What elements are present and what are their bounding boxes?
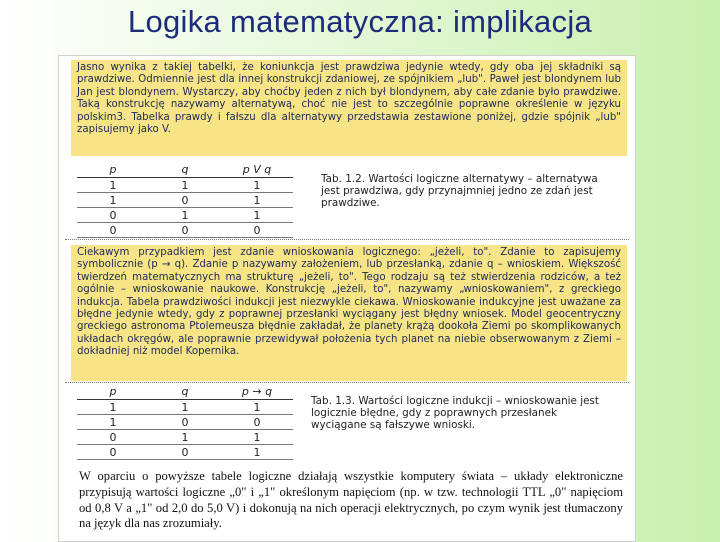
table-row <box>77 400 293 415</box>
cell: 1 <box>221 178 293 193</box>
header-p-or-q: p V q <box>221 162 293 178</box>
text-box-implication: Ciekawym przypadkiem jest zdanie wnioskowania logicznego: „jeżeli, to". Zdanie to zapisujemy symbolicznie (p → q). Zdanie p nazywamy założeniem, lub przesłanką, zdanie q – wnioskiem. Większość twierdzeń matematycznych ma strukturę „jeżeli, to". Tego rodzaju są też stwierdzenia rodziców, a też ogólnie – wnioskowanie naukowe. Konstrukcję „jeżeli, to", nazywamy „wnioskowaniem", z greckiego indukcja. Tabela prawdziwości indukcji jest niezwykle ciekawa. Wnioskowanie indukcyjne jest uważane za błędne jedynie wtedy, gdy z poprawnej przesłanki wyciągany jest błędny wniosek. Model geocentryczny greckiego astronoma Ptolemeusza błędnie zakładał, że planety krążą dookoła Ziemi po skomplikowanych układach okręgów, ale poprawnie przewidywał położenia tych planet na niebie obserwowanym z Ziemi – dokładniej niż model Kopernika. <box>71 245 627 381</box>
cell: 0 <box>221 415 293 430</box>
cell: 1 <box>77 178 149 193</box>
header-q: q <box>149 162 221 178</box>
slide-title: Logika matematyczna: implikacja <box>127 4 593 39</box>
table-row <box>77 430 293 445</box>
cell: 0 <box>221 223 293 238</box>
cell: 1 <box>149 178 221 193</box>
dotted-divider <box>65 382 629 383</box>
caption-table-1-3: Tab. 1.3. Wartości logiczne indukcji – wnioskowanie jest logicznie błędne, gdy z poprawnych przesłanek wyciągane są fałszywe wnioski. <box>311 395 599 432</box>
header-q: q <box>149 384 221 400</box>
header-p: p <box>77 384 149 400</box>
cell: 0 <box>77 208 149 223</box>
cell: 1 <box>149 208 221 223</box>
cell: 0 <box>149 445 221 460</box>
table-row <box>77 193 293 208</box>
bottom-paragraph: W oparciu o powyższe tabele logiczne działają wszystkie komputery świata – układy elektroniczne przypisują wartości logiczne „0" i „1" określonym napięciom (np. w tzw. technologii TTL „0" napięciom od 0,8 V a „1" od 2,0 do 5,0 V) i dokonują na nich operacji elektrycznych, po czym wynik jest tłumaczony na język dla nas zrozumiały. <box>79 469 623 531</box>
truth-table-implication <box>77 384 293 460</box>
table-row <box>77 415 293 430</box>
table-row <box>77 445 293 460</box>
table-row <box>77 178 293 193</box>
truth-table-alternative <box>77 162 293 238</box>
cell: 1 <box>221 400 293 415</box>
text-box-alternative: Jasno wynika z takiej tabelki, że koniunkcja jest prawdziwa jedynie wtedy, gdy oba jej składniki są prawdziwe. Odmiennie jest dla innej konstrukcji zdaniowej, ze spójnikiem „lub". Paweł jest blondynem lub Jan jest blondynem. Wystarczy, aby choćby jeden z nich był blondynem, aby całe zdanie było prawdziwe. Taką konstrukcję nazywamy alternatywą, choć nie jest to szczególnie poprawne określenie w języku polskim3. Tabelka prawdy i fałszu dla alternatywy przedstawia zestawione poniżej, gdzie spójnik „lub" zapisujemy jako V. <box>71 60 627 156</box>
cell: 0 <box>149 415 221 430</box>
cell: 1 <box>77 400 149 415</box>
cell: 0 <box>77 445 149 460</box>
cell: 1 <box>221 430 293 445</box>
cell: 1 <box>221 193 293 208</box>
caption-table-1-2: Tab. 1.2. Wartości logiczne alternatywy – alternatywa jest prawdziwa, gdy przynajmniej jedno ze zdań jest prawdziwe. <box>321 173 598 210</box>
cell: 0 <box>77 223 149 238</box>
cell: 1 <box>77 415 149 430</box>
cell: 1 <box>149 430 221 445</box>
dotted-divider <box>65 239 629 240</box>
cell: 0 <box>149 193 221 208</box>
cell: 1 <box>221 208 293 223</box>
table-row <box>77 208 293 223</box>
header-p-implies-q: p → q <box>221 384 293 400</box>
cell: 1 <box>77 193 149 208</box>
table-row <box>77 223 293 238</box>
document-page <box>58 55 636 542</box>
cell: 0 <box>149 223 221 238</box>
cell: 0 <box>77 430 149 445</box>
header-p: p <box>77 162 149 178</box>
cell: 1 <box>221 445 293 460</box>
cell: 1 <box>149 400 221 415</box>
